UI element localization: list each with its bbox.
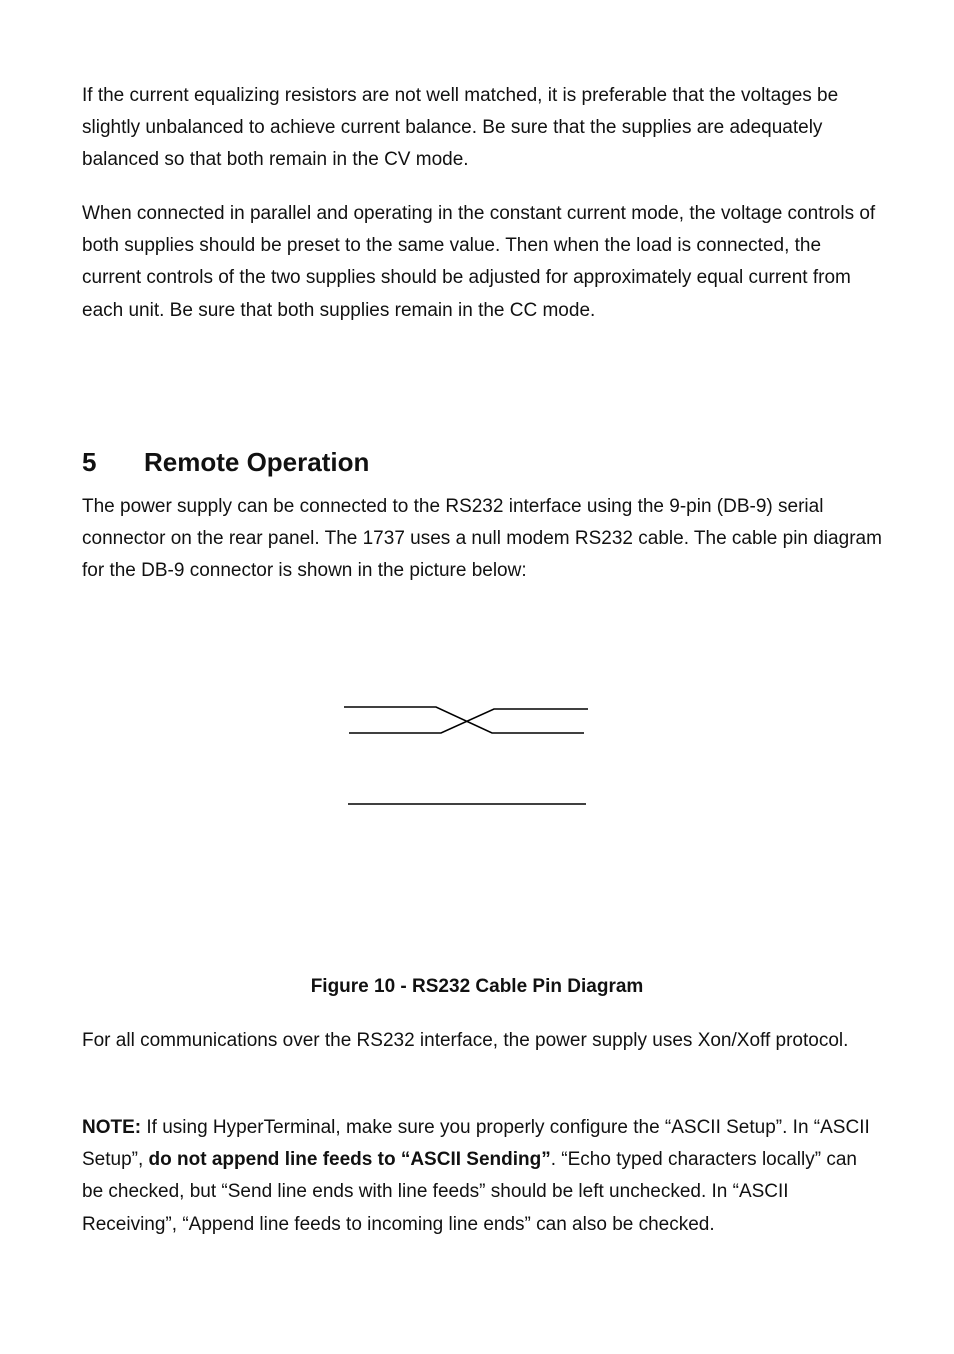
note-label: NOTE: [82,1117,142,1138]
paragraph-current-balance: If the current equalizing resistors are not well matched, it is preferable that the voltages be slightly unbalanced to achieve current balance. Be sure that the supplies are adequately balanced so that both remain in the CV mode. [82,85,839,171]
section-number: 5 [82,447,97,477]
section-title: Remote Operation [144,447,370,477]
note-bold-warning: do not append line feeds to “ASCII Sending” [148,1149,551,1171]
note-paragraph [82,1112,882,1241]
section-heading [82,443,369,481]
paragraph-rs232-intro: The power supply can be connected to the RS232 interface using the 9-pin (DB-9) serial connector on the rear panel. The 1737 uses a null modem RS232 cable. The cable pin diagram for the DB-9 connector is shown in the picture below: [82,496,882,582]
note-text-1: If using HyperTerminal, make sure you properly configure the “ASCII Setup”. In “ASCII Setup”, [82,1117,870,1171]
wire-crossed-bottom [349,709,588,733]
paragraph-xon-xoff: For all communications over the RS232 interface, the power supply uses Xon/Xoff protocol. [82,1030,849,1051]
wire-crossed-top [344,707,584,733]
rs232-pin-diagram [330,690,610,820]
figure-caption: Figure 10 - RS232 Cable Pin Diagram [310,976,644,997]
note-text-3: . “Echo typed characters locally” can be checked, but “Send line ends with line feeds” should be left unchecked. In “ASCII Receiving”, “Append line feeds to incoming line ends” can also be checked. [82,1149,857,1235]
paragraph-constant-current: When connected in parallel and operating in the constant current mode, the voltage controls of both supplies should be preset to the same value. Then when the load is connected, the current controls of the two supplies should be adjusted for approximately equal current from each unit. Be sure that both supplies remain in the CC mode. [82,203,876,321]
